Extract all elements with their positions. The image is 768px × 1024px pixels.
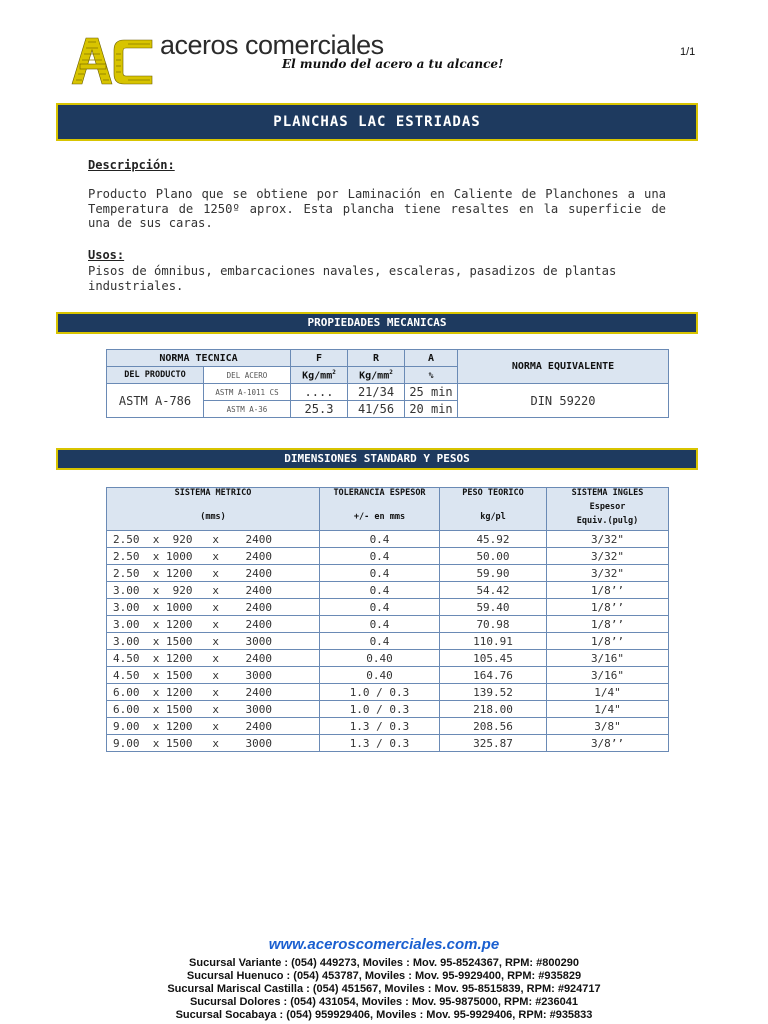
table-row (107, 667, 669, 684)
header-r: R (348, 350, 405, 367)
tolerance-cell: 0.4 (320, 565, 440, 582)
inch-cell: 3/32" (547, 565, 669, 582)
weight-cell: 110.91 (440, 633, 547, 650)
header-english: SISTEMA INGLES Espesor Equiv.(pulg) (547, 488, 669, 531)
weight-cell: 164.76 (440, 667, 547, 684)
dimension-cell: 6.00 x 1500 x 3000 (107, 701, 320, 718)
description-text: Producto Plano que se obtiene por Laminación en Caliente de Planchones a una Temperatura de 1250º aprox. Esta plancha tiene resaltes en la superficie de una de sus caras. (88, 187, 666, 230)
steel-norm: ASTM A-36 (204, 401, 291, 418)
weight-cell: 325.87 (440, 735, 547, 752)
uses-heading: Usos: (88, 248, 125, 262)
tolerance-cell: 0.40 (320, 650, 440, 667)
header-unit-a: % (405, 367, 458, 384)
tolerance-cell: 0.40 (320, 667, 440, 684)
header-tolerance: TOLERANCIA ESPESOR +/- en mms (320, 488, 440, 531)
tolerance-cell: 1.3 / 0.3 (320, 735, 440, 752)
table-row (107, 548, 669, 565)
weight-cell: 105.45 (440, 650, 547, 667)
header-a: A (405, 350, 458, 367)
tolerance-cell: 1.0 / 0.3 (320, 701, 440, 718)
dimension-cell: 3.00 x 1000 x 2400 (107, 599, 320, 616)
dimension-cell: 3.00 x 1500 x 3000 (107, 633, 320, 650)
tolerance-cell: 1.0 / 0.3 (320, 684, 440, 701)
header-del-producto: DEL PRODUCTO (107, 367, 204, 384)
value-r: 21/34 (348, 384, 405, 401)
weight-cell: 54.42 (440, 582, 547, 599)
header-norma-equivalente: NORMA EQUIVALENTE (458, 350, 669, 384)
branch-line: Sucursal Mariscal Castilla : (054) 451567, Moviles : Mov. 95-8515839, RPM: #924717 (167, 983, 601, 995)
company-logo (68, 30, 156, 86)
brand-name: aceros comerciales (160, 30, 384, 60)
tolerance-cell: 0.4 (320, 531, 440, 548)
inch-cell: 1/8’’ (547, 616, 669, 633)
weight-cell: 59.90 (440, 565, 547, 582)
dimension-cell: 2.50 x 1000 x 2400 (107, 548, 320, 565)
dimension-cell: 2.50 x 1200 x 2400 (107, 565, 320, 582)
weight-cell: 59.40 (440, 599, 547, 616)
brand-tagline: El mundo del acero a tu alcance! (282, 57, 504, 71)
weight-cell: 208.56 (440, 718, 547, 735)
inch-cell: 3/8" (547, 718, 669, 735)
value-a: 20 min (405, 401, 458, 418)
table-row (107, 599, 669, 616)
table-row (107, 565, 669, 582)
tolerance-cell: 0.4 (320, 633, 440, 650)
dimension-cell: 3.00 x 920 x 2400 (107, 582, 320, 599)
dimensions-table (106, 487, 669, 752)
inch-cell: 3/16" (547, 650, 669, 667)
header-metric: SISTEMA METRICO (mms) (107, 488, 320, 531)
tolerance-cell: 0.4 (320, 599, 440, 616)
header-unit-r: $Kg/mm^2$ (348, 367, 405, 384)
description-heading: Descripción: (88, 158, 175, 172)
value-f: .... (291, 384, 348, 401)
equivalent-norm: DIN 59220 (458, 384, 669, 418)
weight-cell: 139.52 (440, 684, 547, 701)
branch-line: Sucursal Huenuco : (054) 453787, Moviles : Mov. 95-9929400, RPM: #935829 (186, 970, 582, 982)
dimension-cell: 2.50 x 920 x 2400 (107, 531, 320, 548)
product-norm: ASTM A-786 (107, 384, 204, 418)
mechanical-properties-table (106, 349, 669, 418)
branch-line: Sucursal Dolores : (054) 431054, Moviles : Mov. 95-9875000, RPM: #236041 (189, 996, 579, 1008)
weight-cell: 45.92 (440, 531, 547, 548)
table-row (107, 582, 669, 599)
inch-cell: 1/4" (547, 684, 669, 701)
branch-line: Sucursal Socabaya : (054) 959929406, Moviles : Mov. 95-9929406, RPM: #935833 (175, 1009, 593, 1021)
inch-cell: 3/8’’ (547, 735, 669, 752)
dimensions-banner: DIMENSIONES STANDARD Y PESOS (56, 448, 698, 470)
steel-norm: ASTM A-1011 CS (204, 384, 291, 401)
dimension-cell: 9.00 x 1500 x 3000 (107, 735, 320, 752)
table-row (107, 684, 669, 701)
mechanical-properties-banner: PROPIEDADES MECANICAS (56, 312, 698, 334)
table-row (107, 633, 669, 650)
table-row (107, 616, 669, 633)
header-f: F (291, 350, 348, 367)
dimension-cell: 4.50 x 1200 x 2400 (107, 650, 320, 667)
dimension-cell: 9.00 x 1200 x 2400 (107, 718, 320, 735)
table-row (107, 701, 669, 718)
inch-cell: 1/8’’ (547, 582, 669, 599)
table-row (107, 718, 669, 735)
dimension-cell: 6.00 x 1200 x 2400 (107, 684, 320, 701)
header-unit-f: $Kg/mm^2$ (291, 367, 348, 384)
inch-cell: 1/4" (547, 701, 669, 718)
header-del-acero: DEL ACERO (204, 367, 291, 384)
inch-cell: 1/8’’ (547, 633, 669, 650)
table-row (107, 650, 669, 667)
inch-cell: 1/8’’ (547, 599, 669, 616)
tolerance-cell: 1.3 / 0.3 (320, 718, 440, 735)
dimension-cell: 4.50 x 1500 x 3000 (107, 667, 320, 684)
inch-cell: 3/16" (547, 667, 669, 684)
tolerance-cell: 0.4 (320, 616, 440, 633)
document-title: PLANCHAS LAC ESTRIADAS (56, 103, 698, 141)
weight-cell: 50.00 (440, 548, 547, 565)
inch-cell: 3/32" (547, 548, 669, 565)
dimension-cell: 3.00 x 1200 x 2400 (107, 616, 320, 633)
tolerance-cell: 0.4 (320, 582, 440, 599)
value-r: 41/56 (348, 401, 405, 418)
uses-text: Pisos de ómnibus, embarcaciones navales, escaleras, pasadizos de plantas industriales. (88, 264, 617, 293)
table-row (107, 735, 669, 752)
weight-cell: 218.00 (440, 701, 547, 718)
inch-cell: 3/32" (547, 531, 669, 548)
website-link[interactable]: www.aceroscomerciales.com.pe (268, 936, 500, 953)
header-weight: PESO TEORICO kg/pl (440, 488, 547, 531)
weight-cell: 70.98 (440, 616, 547, 633)
value-a: 25 min (405, 384, 458, 401)
page-number: 1/1 (680, 46, 696, 58)
value-f: 25.3 (291, 401, 348, 418)
table-row (107, 531, 669, 548)
tolerance-cell: 0.4 (320, 548, 440, 565)
branch-line: Sucursal Variante : (054) 449273, Moviles : Mov. 95-8524367, RPM: #800290 (189, 957, 579, 969)
header-norma-tecnica: NORMA TECNICA (107, 350, 291, 367)
